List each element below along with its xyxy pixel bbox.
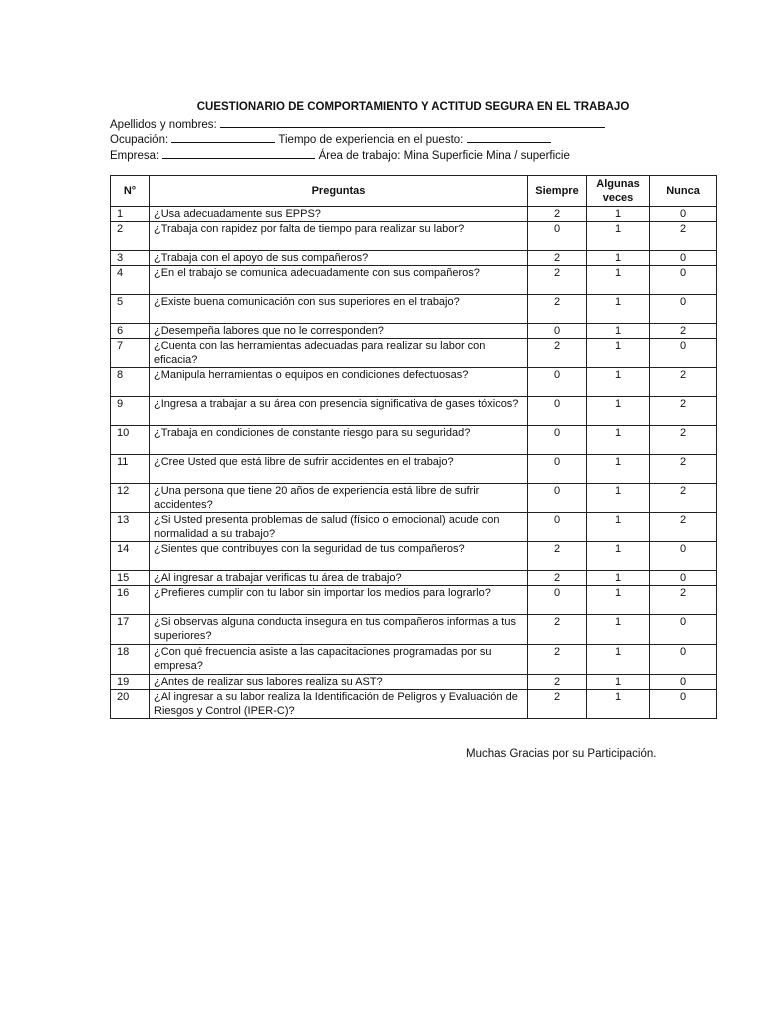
table-row (111, 295, 717, 324)
row-algunas-veces: 1 (587, 207, 650, 222)
row-number: 5 (111, 295, 150, 324)
row-number: 8 (111, 368, 150, 397)
questionnaire-table (110, 175, 717, 719)
row-algunas-veces: 1 (587, 295, 650, 324)
row-question: ¿Desempeña labores que no le corresponden? (150, 324, 528, 339)
row-nunca: 2 (650, 586, 717, 615)
row-question: ¿Antes de realizar sus labores realiza su AST? (150, 675, 528, 690)
row-number: 20 (111, 690, 150, 719)
header-siempre: Siempre (528, 176, 587, 207)
table-row (111, 675, 717, 690)
row-nunca: 0 (650, 690, 717, 719)
row-number: 13 (111, 513, 150, 542)
row-siempre: 2 (528, 295, 587, 324)
table-row (111, 455, 717, 484)
row-question: ¿Si observas alguna conducta insegura en tus compañeros informas a tus superiores? (150, 615, 528, 645)
row-siempre: 0 (528, 455, 587, 484)
row-nunca: 0 (650, 675, 717, 690)
row-nunca: 0 (650, 571, 717, 586)
row-algunas-veces: 1 (587, 571, 650, 586)
row-siempre: 2 (528, 645, 587, 675)
row-number: 11 (111, 455, 150, 484)
row-number: 14 (111, 542, 150, 571)
table-row (111, 426, 717, 455)
table-row (111, 397, 717, 426)
row-question: ¿Prefieres cumplir con tu labor sin importar los medios para lograrlo? (150, 586, 528, 615)
row-algunas-veces: 1 (587, 513, 650, 542)
row-question: ¿Cree Usted que está libre de sufrir accidentes en el trabajo? (150, 455, 528, 484)
empresa-label: Empresa: (110, 150, 160, 162)
row-siempre: 2 (528, 251, 587, 266)
header-nunca: Nunca (650, 176, 717, 207)
row-nunca: 2 (650, 368, 717, 397)
row-siempre: 0 (528, 368, 587, 397)
row-nunca: 2 (650, 513, 717, 542)
experiencia-blank[interactable] (467, 131, 551, 143)
row-siempre: 0 (528, 586, 587, 615)
row-number: 10 (111, 426, 150, 455)
row-algunas-veces: 1 (587, 615, 650, 645)
row-question: ¿Cuenta con las herramientas adecuadas para realizar su labor con eficacia? (150, 339, 528, 368)
row-siempre: 0 (528, 324, 587, 339)
row-number: 17 (111, 615, 150, 645)
ocupacion-blank[interactable] (171, 131, 275, 143)
row-siempre: 2 (528, 571, 587, 586)
area-label: Área de trabajo: (318, 150, 401, 162)
row-number: 6 (111, 324, 150, 339)
row-nunca: 2 (650, 397, 717, 426)
row-siempre: 2 (528, 207, 587, 222)
table-row (111, 586, 717, 615)
document-title: CUESTIONARIO DE COMPORTAMIENTO Y ACTITUD SEGURA EN EL TRABAJO (196, 101, 630, 113)
row-number: 3 (111, 251, 150, 266)
table-row (111, 645, 717, 675)
row-question: ¿Trabaja con el apoyo de sus compañeros? (150, 251, 528, 266)
row-nunca: 0 (650, 295, 717, 324)
table-header-row (111, 176, 717, 207)
area-value: Mina Superficie Mina / superficie (403, 150, 570, 162)
row-siempre: 2 (528, 690, 587, 719)
row-nunca: 0 (650, 615, 717, 645)
row-algunas-veces: 1 (587, 455, 650, 484)
header-algunas-veces: Algunas veces (587, 176, 650, 207)
row-question: ¿Sientes que contribuyes con la seguridad de tus compañeros? (150, 542, 528, 571)
row-siempre: 0 (528, 397, 587, 426)
row-nunca: 2 (650, 455, 717, 484)
row-question: ¿Trabaja con rapidez por falta de tiempo para realizar su labor? (150, 222, 528, 251)
row-question: ¿Usa adecuadamente sus EPPS? (150, 207, 528, 222)
row-algunas-veces: 1 (587, 675, 650, 690)
row-algunas-veces: 1 (587, 222, 650, 251)
row-number: 15 (111, 571, 150, 586)
row-number: 19 (111, 675, 150, 690)
row-number: 12 (111, 484, 150, 513)
row-siempre: 2 (528, 339, 587, 368)
table-row (111, 266, 717, 295)
row-siempre: 2 (528, 266, 587, 295)
apellidos-label: Apellidos y nombres: (110, 119, 217, 131)
row-siempre: 0 (528, 426, 587, 455)
row-question: ¿Trabaja en condiciones de constante riesgo para su seguridad? (150, 426, 528, 455)
row-question: ¿En el trabajo se comunica adecuadamente con sus compañeros? (150, 266, 528, 295)
apellidos-blank[interactable] (220, 116, 605, 128)
row-nunca: 2 (650, 324, 717, 339)
row-algunas-veces: 1 (587, 266, 650, 295)
row-question: ¿Una persona que tiene 20 años de experiencia está libre de sufrir accidentes? (150, 484, 528, 513)
row-nunca: 0 (650, 266, 717, 295)
row-nunca: 2 (650, 222, 717, 251)
table-row (111, 207, 717, 222)
table-row (111, 484, 717, 513)
row-algunas-veces: 1 (587, 484, 650, 513)
row-siempre: 0 (528, 513, 587, 542)
row-nunca: 0 (650, 207, 717, 222)
table-row (111, 222, 717, 251)
row-algunas-veces: 1 (587, 645, 650, 675)
row-algunas-veces: 1 (587, 368, 650, 397)
row-siempre: 2 (528, 615, 587, 645)
row-nunca: 0 (650, 645, 717, 675)
row-question: ¿Al ingresar a trabajar verificas tu área de trabajo? (150, 571, 528, 586)
row-nunca: 2 (650, 426, 717, 455)
row-number: 2 (111, 222, 150, 251)
row-siempre: 2 (528, 542, 587, 571)
row-algunas-veces: 1 (587, 324, 650, 339)
header-preguntas: Preguntas (150, 176, 528, 207)
row-siempre: 0 (528, 484, 587, 513)
row-algunas-veces: 1 (587, 586, 650, 615)
row-nunca: 0 (650, 339, 717, 368)
row-question: ¿Al ingresar a su labor realiza la Identificación de Peligros y Evaluación de Riesgos y Control (IPER-C)? (150, 690, 528, 719)
ocupacion-label: Ocupación: (110, 134, 169, 146)
row-algunas-veces: 1 (587, 251, 650, 266)
table-row (111, 542, 717, 571)
table-row (111, 324, 717, 339)
ocupacion-line (110, 131, 551, 147)
row-algunas-veces: 1 (587, 690, 650, 719)
thanks-note: Muchas Gracias por su Participación. (466, 748, 657, 760)
row-number: 1 (111, 207, 150, 222)
row-algunas-veces: 1 (587, 339, 650, 368)
row-number: 7 (111, 339, 150, 368)
experiencia-label: Tiempo de experiencia en el puesto: (278, 134, 464, 146)
row-question: ¿Manipula herramientas o equipos en condiciones defectuosas? (150, 368, 528, 397)
header-number: N° (111, 176, 150, 207)
row-siempre: 0 (528, 222, 587, 251)
row-algunas-veces: 1 (587, 426, 650, 455)
row-number: 4 (111, 266, 150, 295)
row-question: ¿Si Usted presenta problemas de salud (físico o emocional) acude con normalidad a su trabajo? (150, 513, 528, 542)
row-nunca: 0 (650, 251, 717, 266)
row-number: 16 (111, 586, 150, 615)
row-nunca: 2 (650, 484, 717, 513)
row-algunas-veces: 1 (587, 542, 650, 571)
apellidos-line (110, 116, 605, 132)
row-question: ¿Ingresa a trabajar a su área con presencia significativa de gases tóxicos? (150, 397, 528, 426)
empresa-blank[interactable] (162, 147, 315, 159)
table-row (111, 690, 717, 719)
row-question: ¿Existe buena comunicación con sus superiores en el trabajo? (150, 295, 528, 324)
table-row (111, 571, 717, 586)
row-algunas-veces: 1 (587, 397, 650, 426)
empresa-line (110, 147, 570, 163)
row-nunca: 0 (650, 542, 717, 571)
table-row (111, 251, 717, 266)
table-row (111, 615, 717, 645)
table-row (111, 513, 717, 542)
row-number: 18 (111, 645, 150, 675)
row-question: ¿Con qué frecuencia asiste a las capacitaciones programadas por su empresa? (150, 645, 528, 675)
row-siempre: 2 (528, 675, 587, 690)
row-number: 9 (111, 397, 150, 426)
table-row (111, 368, 717, 397)
table-row (111, 339, 717, 368)
